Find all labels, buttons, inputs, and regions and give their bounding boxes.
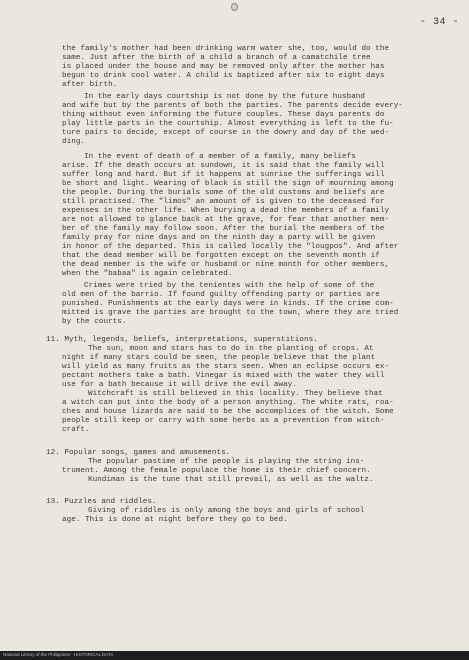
text-line: by the courts. bbox=[62, 318, 127, 326]
text-line: ture pairs to decide, except of course in the dowry and day of the wed- bbox=[62, 129, 390, 137]
text-line: same. Just after the birth of a child a branch of a camatchile tree bbox=[62, 54, 371, 62]
text-line: mitted is grave the parties are brought to the town, where they are tried bbox=[62, 309, 399, 317]
text-line: The sun, moon and stars has to do in the planting of crops. At bbox=[88, 345, 374, 353]
text-line: and wife but by the parents of both the parties. The parents decide every- bbox=[62, 102, 403, 110]
text-line: pectant mothers take a bath. Vinegar is mixed with the water they will bbox=[62, 372, 385, 380]
text-line: thing without even informing the future couples. These days parents do bbox=[62, 111, 385, 119]
text-line: expenses in the other life. When burying a dead the members of a family bbox=[62, 207, 390, 215]
text-line: Crimes were tried by the tenientes with the help of some of the bbox=[84, 282, 375, 290]
text-line: are not allowed to glance back at the grave, for fear that another mem- bbox=[62, 216, 390, 224]
text-line: age. This is done at night before they go to bed. bbox=[62, 516, 288, 524]
text-line: that the dead member will be forgotten except on the seventh month if bbox=[62, 252, 380, 260]
text-line: the family's mother had been drinking warm water she, too, would do the bbox=[62, 45, 390, 53]
text-line: 11. Myth, legends, beliefs, interpretations, superstitions. bbox=[46, 336, 318, 344]
text-line: suffer long and hard. But if it happens at sunrise the sufferings will bbox=[62, 171, 385, 179]
text-line: still practised. The "limos" an amount of is given to the deceased for bbox=[62, 198, 385, 206]
text-line: ber of the family may follow soon. After the burial the members of the bbox=[62, 225, 385, 233]
text-line: The popular pastime of the people is playing the string ins- bbox=[88, 458, 365, 466]
text-line: after birth. bbox=[62, 81, 118, 89]
text-line: be short and light. Wearing of black is still the sign of mourning among bbox=[62, 180, 394, 188]
text-line: Giving of riddles is only among the boys and girls of school bbox=[88, 507, 365, 515]
text-line: 12. Popular songs, games and amusements. bbox=[46, 449, 231, 457]
text-line: is placed under the house and may be removed only after the mother has bbox=[62, 63, 385, 71]
text-line: the people. During the burials some of the old customs and beliefs are bbox=[62, 189, 385, 197]
text-line: will yield as many fruits as the stars seen. When an eclipse occurs ex- bbox=[62, 363, 390, 371]
text-line: In the event of death of a member of a family, many beliefs bbox=[84, 153, 356, 161]
text-line: trument. Among the female populace the home is their chief concern. bbox=[62, 467, 371, 475]
text-line: ches and house lizards are said to be the accomplices of the witch. Some bbox=[62, 408, 394, 416]
text-line: punished. Punishments at the early days were in kinds. If the crime com- bbox=[62, 300, 394, 308]
text-line: Witchcraft is still believed in this locality. They believe that bbox=[88, 390, 383, 398]
text-line: use for a bath because it will drive the evil away. bbox=[62, 381, 297, 389]
text-line: the dead member is the wife or husband or nine month for other members, bbox=[62, 261, 390, 269]
text-line: old men of the barrio. If found guilty offending party or parties are bbox=[62, 291, 380, 299]
text-line: night if many stars could be seen, the people believe that the plant bbox=[62, 354, 376, 362]
page-number: - 34 - bbox=[420, 17, 460, 28]
text-line: In the early days courtship is not done by the future husband bbox=[84, 93, 366, 101]
text-line: Kundiman is the tune that still prevail, as well as the waltz. bbox=[88, 476, 374, 484]
archive-footer bbox=[0, 651, 469, 660]
text-line: begun to drink cool water. A child is baptized after six to eight days bbox=[62, 72, 385, 80]
text-line: 13. Puzzles and riddles. bbox=[46, 498, 157, 506]
footer-text: National Library of the Philippines · HISTORICAL DATA bbox=[3, 652, 114, 657]
text-line: when the "babaa" is again celebrated. bbox=[62, 270, 233, 278]
punch-hole bbox=[231, 3, 238, 11]
text-line: arise. If the death occurs at sundown, it is said that the family will bbox=[62, 162, 385, 170]
text-line: a witch can put into the body of a person anything. The white rats, roa- bbox=[62, 399, 394, 407]
text-line: craft. bbox=[62, 426, 90, 434]
text-line: people still keep or carry with some herbs as a prevention from witch- bbox=[62, 417, 385, 425]
text-line: family pray for nine days and on the ninth day a party will be given bbox=[62, 234, 376, 242]
text-line: ding. bbox=[62, 138, 86, 146]
text-line: play little parts in the courtship. Almost everything is left to the fu- bbox=[62, 120, 394, 128]
text-line: in honor of the departed. This is called locally the "lougpos". And after bbox=[62, 243, 399, 251]
